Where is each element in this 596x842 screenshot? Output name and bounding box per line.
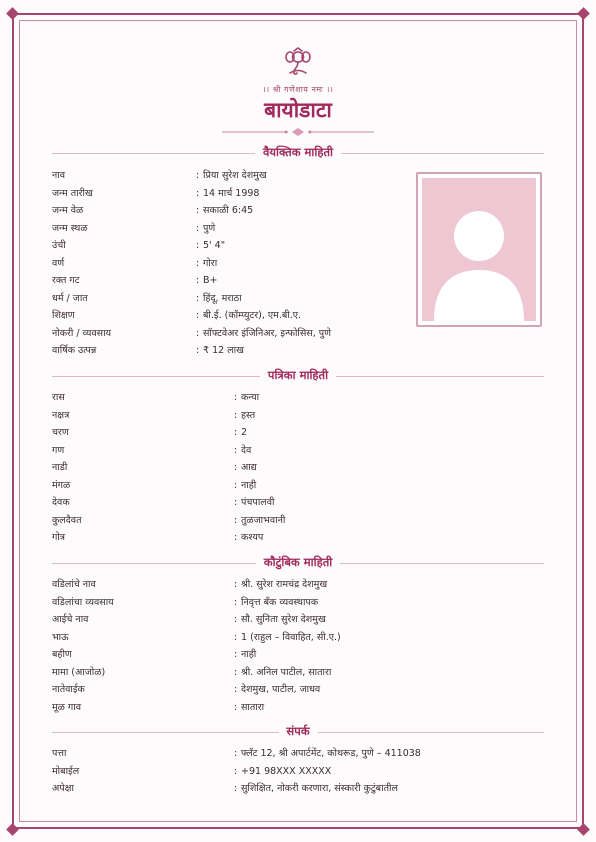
field-label: वर्ण: [52, 257, 65, 269]
field-value: देव: [241, 444, 252, 456]
ganesha-icon: [283, 46, 313, 76]
field-separator: :: [234, 765, 238, 777]
field-label: बहीण: [52, 649, 72, 660]
field-value: 1 (राहुल – विवाहित, सी.ए.): [241, 631, 341, 643]
field-label: उंची: [52, 240, 66, 251]
field-label: मंगळ: [52, 479, 71, 491]
field-label: नाव: [52, 170, 66, 181]
field-label: रक्त गट: [52, 275, 80, 286]
section-divider-line: [336, 376, 544, 377]
field-value: कन्या: [241, 392, 260, 403]
field-label: रास: [52, 392, 65, 403]
section-heading-horoscope: [52, 368, 544, 384]
field-value: हिंदू, मराठा: [203, 292, 242, 304]
field-separator: :: [196, 292, 200, 304]
field-value: आद्य: [241, 462, 257, 473]
field-label: आईचे नाव: [52, 614, 89, 625]
field-value: तुळजाभवानी: [241, 514, 286, 526]
field-label: धर्म / जात: [52, 292, 88, 304]
invocation-text: ।। श्री गणेशाय नमः ।।: [262, 85, 334, 94]
field-separator: :: [234, 614, 238, 625]
field-separator: :: [196, 327, 200, 339]
field-value: बी.ई. (कॉम्प्युटर), एम.बी.ए.: [203, 310, 302, 321]
field-separator: :: [234, 684, 238, 695]
page-border-inner: [19, 20, 577, 822]
field-value: सॉफ्टवेअर इंजिनिअर, इन्फोसिस, पुणे: [203, 327, 332, 339]
field-value: नाही: [241, 479, 257, 491]
profile-photo-placeholder: [422, 178, 536, 321]
field-separator: :: [234, 631, 238, 643]
field-value: फ्लॅट 12, श्री अपार्टमेंट, कोथरूड, पुणे – 411038: [241, 748, 421, 759]
field-label: मामा (आजोळ): [52, 666, 106, 678]
field-separator: :: [234, 666, 238, 678]
field-separator: :: [196, 345, 200, 356]
title-divider-ornament: [222, 127, 374, 137]
field-separator: :: [234, 649, 238, 660]
field-separator: :: [196, 222, 200, 234]
field-separator: :: [234, 409, 238, 421]
photo-frame[interactable]: [416, 172, 542, 327]
section-divider-line: [340, 563, 544, 564]
avatar-icon: [422, 178, 536, 321]
field-value: प्रिया सुरेश देशमुख: [203, 170, 267, 181]
field-label: गण: [52, 444, 65, 456]
section-divider-line: [341, 153, 544, 154]
field-label: वार्षिक उत्पन्न: [52, 345, 97, 356]
section-divider-line: [52, 376, 260, 377]
field-label: नक्षत्र: [52, 409, 70, 421]
field-separator: :: [234, 479, 238, 491]
field-separator: :: [196, 257, 200, 269]
field-separator: :: [234, 579, 238, 590]
field-separator: :: [196, 275, 200, 286]
field-separator: :: [234, 532, 238, 543]
section-divider-line: [52, 563, 256, 564]
field-label: अपेक्षा: [52, 783, 74, 794]
field-value: +91 98XXX XXXXX: [241, 765, 332, 777]
section-heading-label: संपर्क: [286, 724, 310, 738]
field-separator: :: [234, 427, 238, 438]
section-divider-line: [318, 732, 545, 733]
field-label: नातेवाईक: [52, 684, 85, 695]
field-separator: :: [234, 392, 238, 403]
field-separator: :: [234, 783, 238, 794]
field-value: सौ. सुनिता सुरेश देशमुख: [241, 614, 326, 625]
field-label: चरण: [52, 427, 69, 438]
field-label: जन्म स्थळ: [52, 222, 88, 234]
field-label: नोकरी / व्यवसाय: [52, 327, 112, 339]
field-label: जन्म वेळ: [52, 205, 84, 216]
section-divider-line: [52, 153, 255, 154]
field-separator: :: [234, 596, 238, 608]
field-label: भाऊ: [52, 631, 69, 643]
field-label: मोबाईल: [52, 765, 80, 777]
field-label: वडिलांचा व्यवसाय: [52, 596, 114, 608]
field-value: ₹ 12 लाख: [203, 345, 244, 356]
field-value: पुणे: [203, 222, 216, 234]
section-heading-contact: [52, 724, 544, 740]
section-heading-label: पत्रिका माहिती: [267, 368, 329, 382]
field-label: मूळ गाव: [52, 701, 82, 713]
field-separator: :: [234, 444, 238, 456]
field-separator: :: [234, 514, 238, 526]
field-value: कश्यप: [241, 532, 264, 543]
page-title: बायोडाटा: [264, 98, 332, 122]
field-value: सातारा: [241, 701, 265, 713]
field-label: वडिलांचे नाव: [52, 579, 96, 590]
section-heading-label: कौटुंबिक माहिती: [263, 555, 333, 569]
field-value: श्री. सुरेश रामचंद्र देशमुख: [241, 579, 328, 590]
field-label: कुलदैवत: [52, 514, 82, 526]
field-value: नाही: [241, 649, 257, 660]
field-label: पत्ता: [52, 748, 67, 759]
field-separator: :: [234, 462, 238, 473]
field-separator: :: [196, 240, 200, 251]
section-divider-line: [52, 732, 279, 733]
field-value: सुशिक्षित, नोकरी करणारा, संस्कारी कुटुंबातील: [241, 783, 398, 794]
field-value: 2: [241, 427, 248, 438]
field-label: जन्म तारीख: [52, 187, 93, 199]
field-separator: :: [196, 170, 200, 181]
field-separator: :: [196, 205, 200, 216]
field-separator: :: [234, 748, 238, 759]
section-heading-personal: [52, 145, 544, 161]
field-value: सकाळी 6:45: [203, 205, 254, 216]
field-separator: :: [234, 497, 238, 508]
field-value: गोरा: [203, 257, 218, 269]
field-separator: :: [196, 187, 200, 199]
field-value: हस्त: [241, 409, 256, 421]
field-label: गोत्र: [52, 532, 66, 543]
field-separator: :: [234, 701, 238, 713]
field-value: 14 मार्च 1998: [203, 187, 260, 199]
section-heading-family: [52, 555, 544, 571]
field-value: देशमुख, पाटील, जाधव: [241, 684, 321, 695]
field-value: 5' 4": [203, 240, 226, 251]
section-heading-label: वैयक्तिक माहिती: [262, 145, 334, 159]
field-label: नाडी: [52, 462, 68, 473]
field-value: श्री. अनिल पाटील, सातारा: [241, 666, 332, 678]
field-value: पंचपालवी: [241, 497, 275, 508]
field-label: देवक: [52, 497, 70, 508]
field-label: शिक्षण: [52, 310, 75, 321]
field-value: B+: [203, 275, 218, 286]
field-value: निवृत्त बँक व्यवस्थापक: [241, 596, 319, 608]
field-separator: :: [196, 310, 200, 321]
